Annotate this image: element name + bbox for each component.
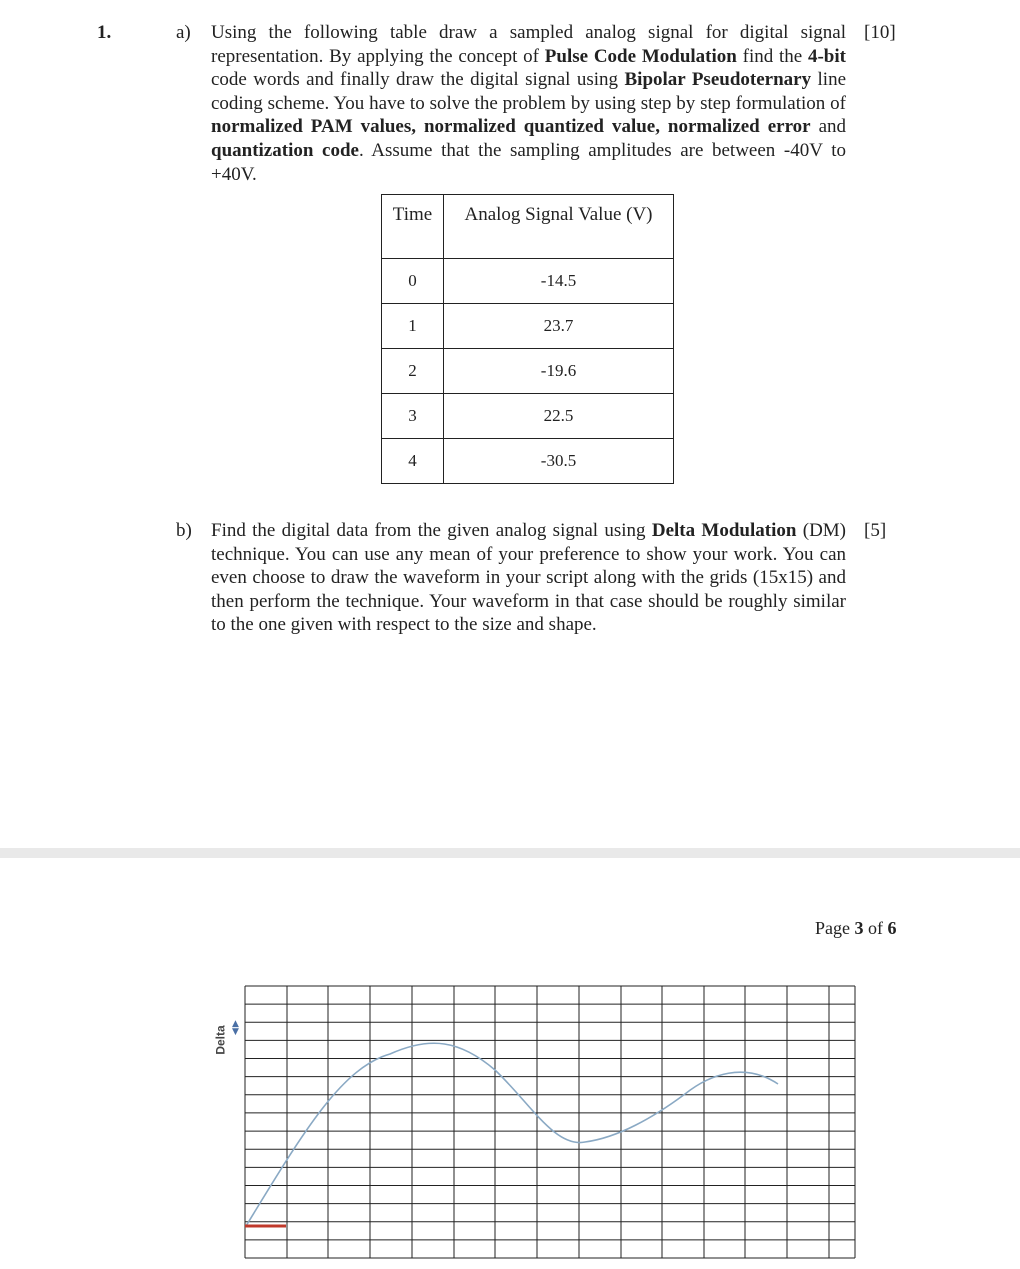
text-segment: find the	[736, 45, 808, 67]
analog-waveform	[246, 1043, 778, 1226]
time-cell: 1	[382, 304, 444, 349]
table-row	[382, 304, 674, 349]
text-segment: quantization code	[211, 139, 359, 161]
text-segment: 4-bit	[807, 45, 846, 67]
text-segment: normalized PAM values, normalized quantized value, normalized error	[211, 116, 811, 138]
text-segment: code words and finally draw the digital signal using	[211, 69, 625, 91]
text-segment: Pulse Code Modulation	[544, 45, 737, 67]
time-cell: 3	[382, 394, 444, 439]
header-time: Time	[382, 195, 444, 259]
grid-lines	[245, 986, 855, 1258]
part-b-marks: [5]	[864, 520, 887, 541]
text-segment: (DM) technique. You can use any mean of your preference to show your work. You can even choose to draw the waveform in your script along with the grids (15x15) and then perform the technique. Your waveform in that case should be roughly similar to the one given with respect to the size and shape.	[211, 520, 847, 636]
value-cell: 22.5	[444, 394, 674, 439]
text-segment: Delta Modulation	[651, 520, 797, 541]
part-a-marks: [10]	[864, 22, 896, 43]
page-total: 6	[887, 918, 897, 938]
time-cell: 4	[382, 439, 444, 484]
value-cell: -14.5	[444, 259, 674, 304]
signal-table	[381, 194, 674, 484]
text-segment: line coding scheme. You have to solve the problem by using step by step formulation of	[211, 69, 846, 114]
text-segment: and	[810, 116, 847, 138]
value-cell: 23.7	[444, 304, 674, 349]
text-segment: Find the digital data from the given analog signal using	[211, 520, 652, 541]
part-a-text	[211, 21, 846, 186]
table-row	[382, 259, 674, 304]
delta-label: Delta	[213, 1025, 228, 1055]
page-middle: of	[863, 918, 888, 938]
part-b-text	[211, 519, 846, 637]
delta-arrow-icon: ▲ ▼	[232, 1019, 239, 1037]
text-segment: Bipolar Pseudoternary	[624, 69, 812, 91]
page-3-bottom	[0, 858, 1020, 1269]
text-segment: Using the following table draw a sampled analog signal for digital signal representation. By applying the concept of	[211, 22, 846, 67]
value-cell: -19.6	[444, 349, 674, 394]
question-number: 1.	[97, 22, 112, 43]
text-segment: . Assume that the sampling amplitudes are between -40V to +40V.	[211, 139, 846, 185]
table-row	[382, 439, 674, 484]
delta-waveform-figure	[0, 858, 1020, 1269]
header-value: Analog Signal Value (V)	[444, 195, 674, 259]
table-row	[382, 349, 674, 394]
part-b-label: b)	[176, 520, 192, 541]
signal-table-header	[382, 195, 674, 259]
page-current: 3	[854, 918, 864, 938]
time-cell: 2	[382, 349, 444, 394]
page-separator	[0, 848, 1020, 858]
table-row	[382, 394, 674, 439]
page-prefix: Page	[815, 918, 855, 938]
time-cell: 0	[382, 259, 444, 304]
part-a-label: a)	[176, 22, 191, 43]
value-cell: -30.5	[444, 439, 674, 484]
